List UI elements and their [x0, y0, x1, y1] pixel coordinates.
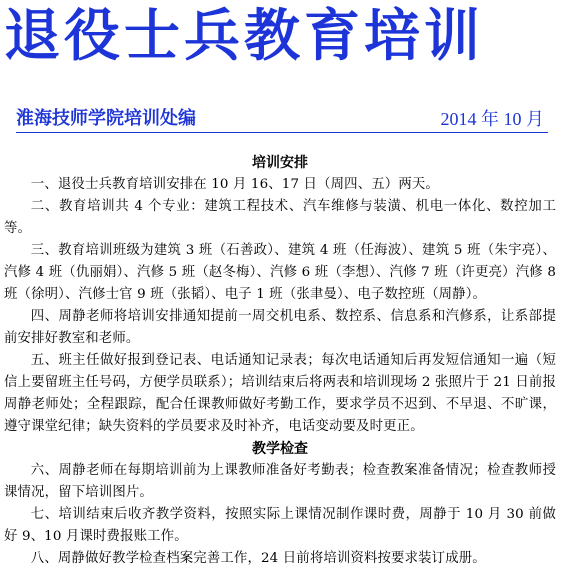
section-heading: 教学检查 — [252, 441, 308, 457]
paragraph: 六、周静老师在每期培训前为上课教师准备好考勤表；检查教案准备情况；检查教师授课情况，留下培训图片。 — [4, 463, 556, 500]
paragraph: 七、培训结束后收齐教学资料，按照实际上课情况制作课时费，周静于 10 月 30 前做好 9、10 月课时费报账工作。 — [4, 507, 556, 544]
section-teaching-inspection — [4, 438, 556, 570]
masthead-title: 退役士兵教育培训 — [4, 4, 484, 69]
paragraph: 二、教育培训共 4 个专业：建筑工程技术、汽车维修与装潢、机电一体化、数控加工等。 — [4, 199, 556, 236]
paragraph: 三、教育培训班级为建筑 3 班（石善政）、建筑 4 班（任海波）、建筑 5 班（朱宇亮）、汽修 4 班（仇丽娟）、汽修 5 班（赵冬梅）、汽修 6 班（李想）、汽修 7 班（许更亮）汽修 8 班（徐明）、汽修士官 9 班（张韬）、电子 1 班（张聿曼）、电子数控班（周静）。 — [4, 243, 556, 302]
paragraph: 八、周静做好教学检查档案完善工作，24 日前将培训资料按要求装订成册。 — [30, 551, 486, 566]
issue-date: 2014 年 10 月 — [440, 109, 544, 129]
paragraph: 四、周静老师将培训安排通知提前一周交机电系、数控系、信息系和汽修系，让系部提前安排好教室和老师。 — [4, 309, 556, 346]
section-heading: 培训安排 — [252, 155, 308, 171]
paragraph: 五、班主任做好报到登记表、电话通知记录表；每次电话通知后再发短信通知一遍（短信上要留班主任号码，方便学员联系）；培训结束后将两表和培训现场 2 张照片于 21 日前报周静老师处；全程跟踪，配合任课教师做好考勤工作，要求学员不迟到、不早退、不旷课，遵守课堂纪律；缺失资料的学员要求及时补齐，电话变动要及时更正。 — [4, 353, 556, 434]
publisher-name: 淮海技师学院培训处编 — [16, 108, 196, 129]
paragraph: 一、退役士兵教育培训安排在 10 月 16、17 日（周四、五）两天。 — [30, 177, 439, 192]
byline — [16, 108, 548, 133]
document-body — [4, 152, 556, 570]
section-training-schedule — [4, 152, 556, 438]
